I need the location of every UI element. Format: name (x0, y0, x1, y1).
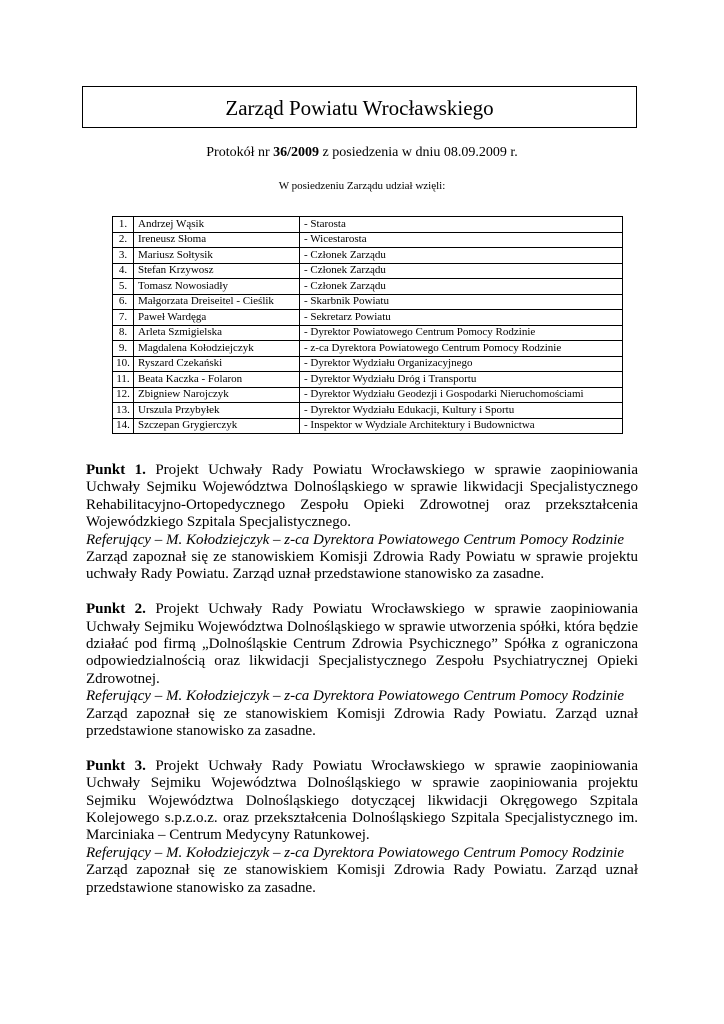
line-text: Wojewódzkiego Szpitala Specjalistycznego. (86, 514, 351, 531)
attendee-row (113, 217, 623, 233)
rapporteur-line (86, 688, 638, 705)
attendees-table (112, 216, 623, 434)
attendee-number: 4. (113, 263, 134, 279)
attendee-role: - Członek Zarządu (300, 263, 623, 279)
attendee-role: - Skarbnik Powiatu (300, 294, 623, 310)
point-text-line (86, 671, 638, 688)
attendee-number: 8. (113, 325, 134, 341)
attendee-name: Andrzej Wąsik (134, 217, 300, 233)
attendee-row (113, 248, 623, 264)
attendee-row (113, 263, 623, 279)
point-label: Punkt 1. (86, 462, 146, 478)
attendee-name: Ryszard Czekański (134, 356, 300, 372)
point-text-line (86, 514, 638, 531)
protocol-date: z posiedzenia w dniu 08.09.2009 r. (319, 145, 518, 160)
attendee-row (113, 403, 623, 419)
line-text: Projekt Uchwały Rady Powiatu Wrocławskiego w sprawie zaopiniowania (155, 601, 638, 618)
line-text: odpowiedzialnością oraz likwidacji Specjalistycznego Zespołu Psychiatrycznej Opieki (86, 653, 638, 670)
attendee-number: 7. (113, 310, 134, 326)
attendee-name: Stefan Krzywosz (134, 263, 300, 279)
point-text-line (86, 619, 638, 636)
protocol-heading (0, 145, 724, 161)
attendee-row (113, 279, 623, 295)
point-text-line (86, 653, 638, 670)
attendee-row (113, 232, 623, 248)
point-text-line (86, 497, 638, 514)
line-text: działać pod firmą „Dolnośląskie Centrum Zdrowia Psychicznego” Spółka z ograniczona (86, 635, 638, 652)
attendee-number: 12. (113, 387, 134, 403)
line-text: Kolejowego s.p.z.o.z. oraz przekształcenia Dolnośląskiego Szpitala Specjalistycznego im. (86, 809, 638, 826)
attendee-row (113, 341, 623, 357)
point-text-line (86, 775, 638, 792)
attendee-name: Małgorzata Dreiseitel - Cieślik (134, 294, 300, 310)
attendee-role: - Członek Zarządu (300, 279, 623, 295)
attendee-number: 14. (113, 418, 134, 434)
line-text: przedstawione stanowisko za zasadne. (86, 722, 316, 739)
attendee-name: Zbigniew Narojczyk (134, 387, 300, 403)
line-text: Uchwały Sejmiku Województwa Dolnośląskiego w sprawie utworzenia spółki, która będzie (86, 618, 638, 635)
point-text-line (86, 862, 638, 879)
attendee-role: - Członek Zarządu (300, 248, 623, 264)
point-text-line (86, 601, 638, 618)
point-text-line (86, 723, 638, 740)
attendee-role: - z-ca Dyrektora Powiatowego Centrum Pomocy Rodzinie (300, 341, 623, 357)
attendee-number: 10. (113, 356, 134, 372)
agenda-point (86, 462, 638, 584)
attendee-role: - Dyrektor Wydziału Geodezji i Gospodarki Nieruchomościami (300, 387, 623, 403)
attendee-row (113, 294, 623, 310)
attendee-row (113, 418, 623, 434)
line-text: Zarząd zapoznał się ze stanowiskiem Komisji Zdrowia Rady Powiatu. Zarząd uznał (86, 705, 638, 722)
line-text: przedstawione stanowisko za zasadne. (86, 879, 316, 896)
point-text-line (86, 827, 638, 844)
point-text-line (86, 880, 638, 897)
line-text: Projekt Uchwały Rady Powiatu Wrocławskiego w sprawie zaopiniowania (155, 462, 638, 478)
line-text: Referujący – M. Kołodziejczyk – z-ca Dyrektora Powiatowego Centrum Pomocy Rodzinie (86, 844, 625, 861)
attendee-name: Ireneusz Słoma (134, 232, 300, 248)
document-title: Zarząd Powiatu Wrocławskiego (82, 86, 637, 128)
line-text: Uchwały Sejmiku Województwa Dolnośląskiego w sprawie zaopiniowania projektu (86, 775, 638, 792)
attendee-role: - Dyrektor Wydziału Edukacji, Kultury i Sportu (300, 403, 623, 419)
attendee-number: 5. (113, 279, 134, 295)
attendance-heading: W posiedzeniu Zarządu udział wzięli: (278, 180, 446, 192)
line-text: Referujący – M. Kołodziejczyk – z-ca Dyrektora Powiatowego Centrum Pomocy Rodzinie (86, 531, 625, 548)
attendee-role: - Inspektor w Wydziale Architektury i Budownictwa (300, 418, 623, 434)
protocol-number: 36/2009 (273, 145, 320, 160)
line-text: Zarząd zapoznał się ze stanowiskiem Komisji Zdrowia Rady Powiatu w sprawie projektu (86, 548, 638, 565)
attendee-number: 1. (113, 217, 134, 233)
line-text: Marciniaka – Centrum Medycyny Ratunkowej. (86, 827, 370, 844)
attendee-role: - Starosta (300, 217, 623, 233)
attendee-name: Tomasz Nowosiadły (134, 279, 300, 295)
point-text-line (86, 566, 638, 583)
point-text-line (86, 758, 638, 775)
attendee-row (113, 325, 623, 341)
point-text-line (86, 810, 638, 827)
attendee-role: - Wicestarosta (300, 232, 623, 248)
point-text-line (86, 479, 638, 496)
attendee-name: Szczepan Grygierczyk (134, 418, 300, 434)
line-text: Uchwały Sejmiku Województwa Dolnośląskiego w sprawie likwidacji Specjalistycznego (86, 479, 638, 496)
attendee-number: 11. (113, 372, 134, 388)
attendee-row (113, 356, 623, 372)
attendee-number: 2. (113, 232, 134, 248)
rapporteur-line (86, 845, 638, 862)
attendee-role: - Dyrektor Powiatowego Centrum Pomocy Rodzinie (300, 325, 623, 341)
attendee-name: Paweł Wardęga (134, 310, 300, 326)
line-text: Rehabilitacyjno-Ortopedycznego Zespołu Opieki Zdrowotnej oraz przekształcenia (86, 496, 638, 513)
attendee-number: 13. (113, 403, 134, 419)
point-label: Punkt 2. (86, 601, 146, 618)
attendee-number: 9. (113, 341, 134, 357)
attendee-name: Mariusz Sołtysik (134, 248, 300, 264)
protocol-prefix: Protokół nr (206, 145, 274, 160)
attendee-number: 3. (113, 248, 134, 264)
point-text-line (86, 636, 638, 653)
attendee-role: - Sekretarz Powiatu (300, 310, 623, 326)
line-text: Referujący – M. Kołodziejczyk – z-ca Dyrektora Powiatowego Centrum Pomocy Rodzinie (86, 688, 625, 705)
agenda-point (86, 758, 638, 897)
line-text: Sejmiku Województwa Dolnośląskiego dotyczącej likwidacji Okręgowego Szpitala (86, 792, 638, 809)
point-label: Punkt 3. (86, 757, 146, 774)
line-text: Projekt Uchwały Rady Powiatu Wrocławskiego w sprawie zaopiniowania (155, 757, 638, 774)
line-text: uchwały Rady Powiatu. Zarząd uznał przedstawione stanowisko za zasadne. (86, 566, 545, 583)
agenda-points (86, 462, 638, 914)
attendee-role: - Dyrektor Wydziału Organizacyjnego (300, 356, 623, 372)
line-text: Zarząd zapoznał się ze stanowiskiem Komisji Zdrowia Rady Powiatu. Zarząd uznał (86, 862, 638, 879)
line-text: Zdrowotnej. (86, 670, 160, 687)
attendee-name: Beata Kaczka - Folaron (134, 372, 300, 388)
point-text-line (86, 462, 638, 479)
point-text-line (86, 549, 638, 566)
point-text-line (86, 706, 638, 723)
attendee-row (113, 310, 623, 326)
attendee-row (113, 372, 623, 388)
attendee-role: - Dyrektor Wydziału Dróg i Transportu (300, 372, 623, 388)
attendee-name: Urszula Przybyłek (134, 403, 300, 419)
agenda-point (86, 601, 638, 740)
attendee-name: Arleta Szmigielska (134, 325, 300, 341)
attendee-number: 6. (113, 294, 134, 310)
attendee-name: Magdalena Kołodziejczyk (134, 341, 300, 357)
rapporteur-line (86, 532, 638, 549)
point-text-line (86, 793, 638, 810)
attendee-row (113, 387, 623, 403)
